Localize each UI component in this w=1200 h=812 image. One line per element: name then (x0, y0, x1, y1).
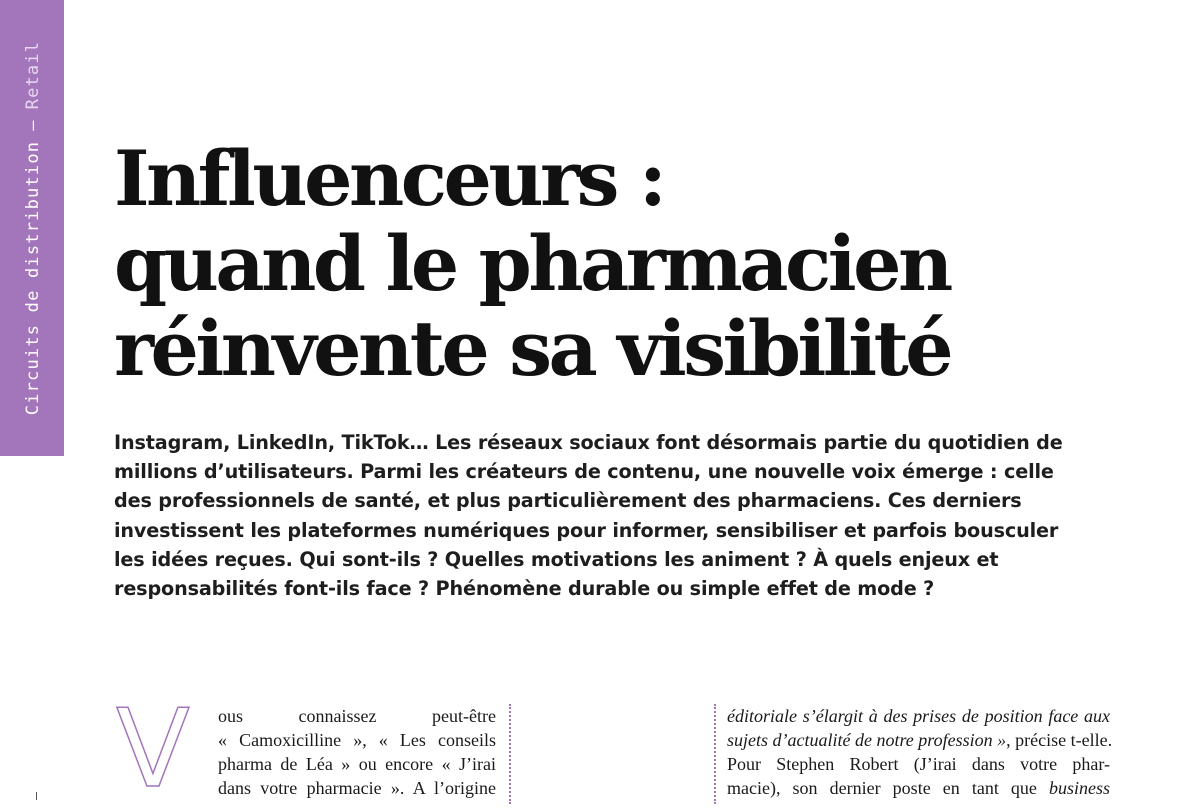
body-text: , précise t-elle. (1006, 730, 1113, 750)
body-text: macie), son dernier poste en tant que (727, 778, 1049, 798)
body-column-2 (727, 704, 1113, 800)
section-tab (0, 0, 64, 456)
section-name: Circuits de distribution (23, 140, 43, 416)
body-line: « Camoxicilline », « Les conseils (218, 730, 496, 750)
article-headline (114, 136, 1174, 391)
section-label (23, 41, 43, 415)
body-line (727, 728, 1113, 752)
section-category: Retail (23, 40, 43, 110)
headline-line-1: Influenceurs : (114, 134, 664, 223)
body-line: éditoriale s’élargit à des prises de position face aux (727, 706, 1110, 726)
body-line: Pour Stephen Robert (J’irai dans votre phar- (727, 754, 1110, 774)
body-line (727, 776, 1110, 800)
emphasis-text: business (1048, 778, 1110, 798)
headline-line-3: réinvente sa visibilité (114, 304, 951, 393)
column-divider (714, 704, 716, 804)
headline-line-2: quand le pharmacien (114, 219, 950, 308)
quote-text: sujets d’actualité de notre profession » (727, 730, 1007, 750)
article-lead: Instagram, LinkedIn, TikTok… Les réseaux sociaux font désormais partie du quotidien de millions d’utilisateurs. Parmi les créateurs de contenu, une nouvelle voix émerge : celle des professionnels de santé, et plus particulièrement des pharmaciens. Ces derniers investissent les plateformes numériques pour informer, sensibiliser et parfois bousculer les idées reçues. Qui sont-ils ? Quelles motivations les animent ? À quels enjeux et responsabilités font-ils face ? Phénomène durable ou simple effet de mode ? (114, 431, 1063, 601)
body-line: ous connaissez peut-être (218, 706, 496, 726)
body-line: dans votre pharmacie ». A l’origine (218, 778, 496, 798)
section-separator: — (23, 119, 43, 131)
body-column-1 (218, 704, 496, 800)
column-divider (509, 704, 511, 804)
body-line: pharma de Léa » ou encore « J’irai (218, 754, 496, 774)
drop-cap: V (116, 687, 190, 812)
